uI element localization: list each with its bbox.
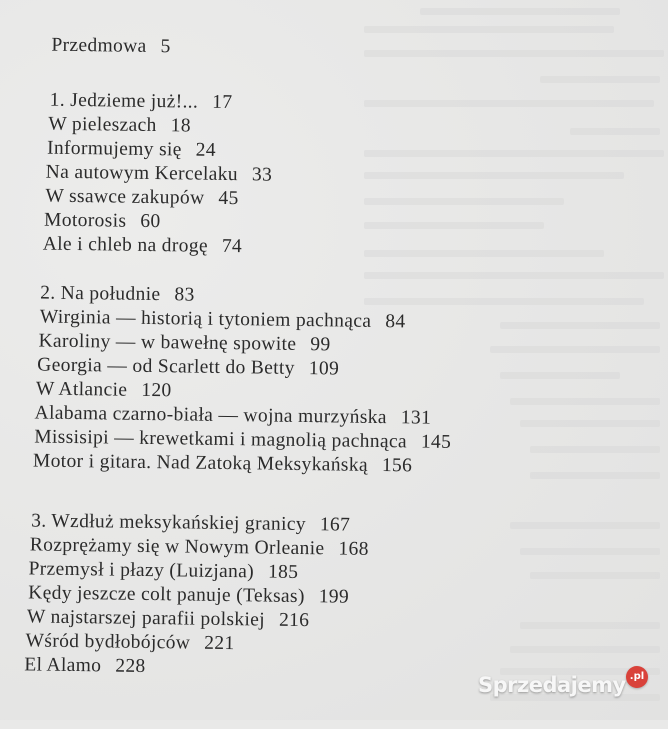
entry-title: W ssawce zakupów [45, 185, 205, 209]
toc-chapter-3 [31, 510, 350, 536]
watermark-badge: .pl [626, 666, 648, 688]
entry-page: 156 [381, 455, 413, 477]
entry-page: 83 [174, 284, 195, 306]
entry-title: Rozprężamy się w Nowym Orleanie [29, 534, 325, 560]
toc-entry [34, 402, 431, 429]
entry-title: Karoliny — w bawełnę spowite [38, 330, 297, 355]
entry-page: 185 [267, 561, 299, 583]
entry-title: 1. Jedzieme już!... [49, 89, 199, 113]
toc-entry [27, 606, 310, 632]
entry-title: Przedmowa [51, 34, 147, 57]
entry-page: 216 [278, 609, 310, 632]
entry-page: 145 [420, 431, 452, 453]
entry-title: Ale i chleb na drogę [42, 233, 209, 257]
entry-page: 109 [308, 358, 340, 380]
entry-page: 24 [195, 139, 217, 161]
entry-page: 168 [338, 538, 369, 560]
toc-entry [45, 186, 239, 211]
toc-entry [47, 138, 216, 162]
entry-title: W pieleszach [48, 113, 157, 137]
toc-entry [28, 558, 298, 584]
toc-entry-preface [51, 35, 171, 59]
entry-title: Przemysł i płazy (Luizjana) [28, 558, 255, 583]
toc-entry [37, 355, 339, 381]
entry-title: Missisipi — krewetkami i magnolią pachnąca [34, 426, 408, 453]
entry-page: 60 [140, 210, 161, 233]
toc-entry [28, 582, 349, 608]
entry-page: 131 [400, 407, 432, 429]
toc-entry [34, 426, 451, 453]
entry-page: 99 [310, 334, 331, 356]
toc-entry [43, 234, 243, 259]
watermark-logo: Sprzedajemy [478, 673, 626, 697]
entry-title: Motor i gitara. Nad Zatoką Meksykańską [32, 450, 369, 476]
entry-title: Wirginia — historią i tytoniem pachnąca [39, 306, 372, 332]
entry-page: 84 [385, 311, 406, 333]
entry-page: 221 [204, 632, 235, 655]
toc-entry [33, 450, 413, 477]
entry-page: 17 [212, 91, 233, 114]
toc-chapter-2 [40, 283, 195, 307]
toc-entry [38, 331, 330, 357]
entry-title: 2. Na południe [40, 282, 161, 306]
toc-entry [48, 114, 191, 138]
entry-title: Kędy jeszcze colt panuje (Teksas) [28, 582, 305, 608]
entry-title: 3. Wzdłuż meksykańskiej granicy [31, 510, 307, 536]
toc-entry [44, 210, 161, 234]
entry-page: 33 [251, 164, 273, 186]
entry-title: Na autowym Kercelaku [45, 161, 239, 186]
entry-page: 45 [218, 187, 239, 210]
entry-title: W najstarszej parafii polskiej [26, 606, 266, 631]
entry-title: El Alamo [24, 654, 102, 677]
entry-page: 167 [319, 514, 351, 536]
toc-chapter-1 [50, 90, 233, 114]
toc-entry [24, 654, 146, 678]
entry-page: 74 [221, 235, 243, 258]
entry-title: W Atlancie [35, 378, 128, 401]
entry-page: 120 [141, 379, 172, 402]
entry-title: Georgia — od Scarlett do Betty [37, 354, 295, 379]
entry-title: Motorosis [43, 209, 127, 232]
toc-entry [40, 307, 406, 334]
toc-entry [36, 379, 172, 403]
entry-page: 5 [160, 36, 171, 58]
entry-page: 228 [115, 655, 146, 677]
entry-title: Wśród bydłobójców [25, 630, 191, 654]
entry-title: Informujemy się [46, 137, 182, 161]
entry-page: 18 [170, 115, 192, 137]
toc-entry [30, 534, 369, 560]
toc-entry [46, 162, 273, 187]
entry-page: 199 [318, 586, 350, 608]
toc-entry [25, 630, 234, 655]
entry-title: Alabama czarno-biała — wojna murzyńska [34, 402, 387, 429]
